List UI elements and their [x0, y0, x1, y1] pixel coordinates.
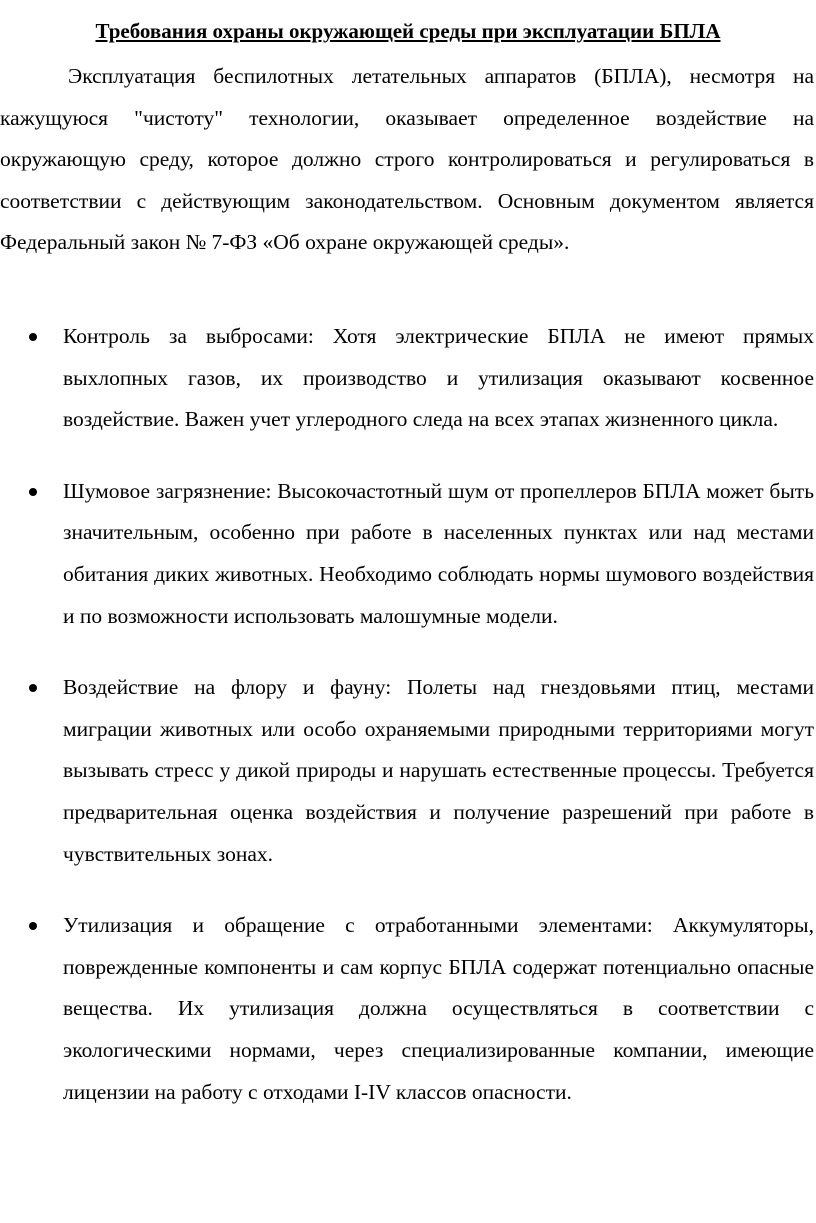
- document-title: Требования охраны окружающей среды при эксплуатации БПЛА: [95, 19, 721, 44]
- list-item-noise: [0, 471, 814, 637]
- requirements-list: [0, 316, 814, 1143]
- intro-paragraph: Эксплуатация беспилотных летательных аппаратов (БПЛА), несмотря на кажущуюся "чистоту" технологии, оказывает определенное воздействие на окружающую среду, которое должно строго контролироваться и регулироваться в соответствии с действующим законодательством. Основным документом является Федеральный закон № 7-ФЗ «Об охране окружающей среды».: [0, 64, 814, 255]
- list-item-text: Шумовое загрязнение: Высокочастотный шум от пропеллеров БПЛА может быть значительным, особенно при работе в населенных пунктах или над местами обитания диких животных. Необходимо соблюдать нормы шумового воздействия и по возможности использовать малошумные модели.: [63, 478, 814, 628]
- bullet-icon: [29, 333, 37, 341]
- list-item-text: Контроль за выбросами: Хотя электрические БПЛА не имеют прямых выхлопных газов, их производство и утилизация оказывают косвенное воздействие. Важен учет углеродного следа на всех этапах жизненного цикла.: [63, 324, 814, 432]
- bullet-icon: [29, 684, 37, 692]
- list-item-emissions: [0, 316, 814, 441]
- list-item-text: Воздействие на флору и фауну: Полеты над гнездовьями птиц, местами миграции животных или особо охраняемыми природными территориями могут вызывать стресс у дикой природы и нарушать естественные процессы. Требуется предварительная оценка воздействия и получение разрешений при работе в чувствительных зонах.: [63, 675, 814, 866]
- bullet-icon: [29, 922, 37, 930]
- list-item-flora-fauna: [0, 667, 814, 875]
- bullet-icon: [29, 488, 37, 496]
- list-item-text: Утилизация и обращение с отработанными элементами: Аккумуляторы, поврежденные компоненты и сам корпус БПЛА содержат потенциально опасные вещества. Их утилизация должна осуществляться в соответствии с экологическими нормами, через специализированные компании, имеющие лицензии на работу с отходами I-IV классов опасности.: [63, 913, 814, 1104]
- list-item-disposal: [0, 905, 814, 1113]
